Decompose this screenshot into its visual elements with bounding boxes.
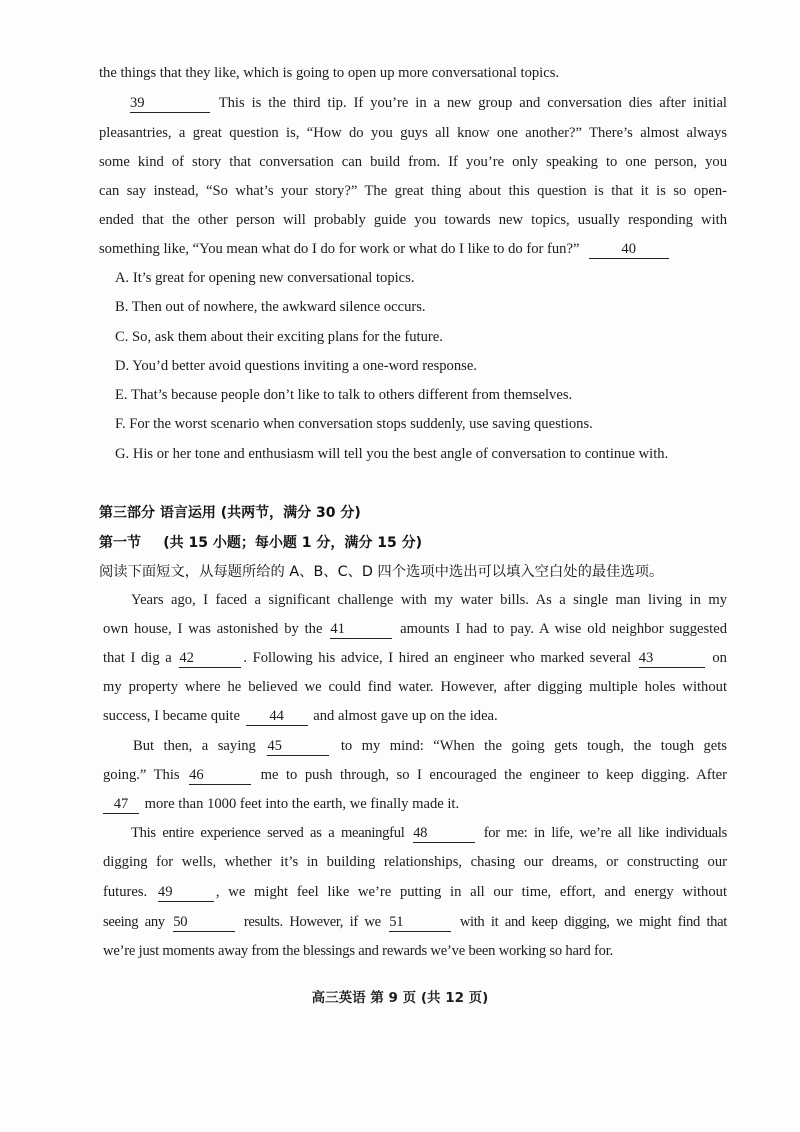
passage-line5: success, I became quite 44 and almost gave up on the idea. (103, 708, 498, 724)
para1-line4: some kind of story that conversation can build from. If you’re only speaking to one person, you (99, 154, 727, 170)
answer-blank-42[interactable]: 42 (179, 650, 241, 668)
answer-blank-51[interactable]: 51 (389, 914, 451, 932)
subsection-label: 第一节 (99, 535, 141, 551)
passage-line12: seeing any 50 results. However, if we 51 with it and keep digging, we might find that (103, 914, 727, 930)
subsection-detail: (共 15 小题；每小题 1 分，满分 15 分) (163, 535, 423, 551)
page-footer: 高三英语 第 9 页 (共 12 页) (311, 990, 489, 1006)
para1-line2: 39 This is the third tip. If you’re in a new group and conversation dies after initial (130, 95, 727, 111)
passage-line2: own house, I was astonished by the 41 amounts I had to pay. A wise old neighbor suggested (103, 621, 727, 637)
section-title: 第三部分 语言运用 (共两节，满分 30 分) (99, 505, 361, 521)
answer-blank-39[interactable]: 39 (130, 95, 210, 113)
option-f: F. For the worst scenario when conversation stops suddenly, use saving questions. (115, 416, 593, 432)
option-c: C. So, ask them about their exciting plans for the future. (115, 329, 443, 345)
answer-blank-40[interactable]: 40 (589, 241, 669, 259)
passage-line10: digging for wells, whether it’s in building relationships, chasing our dreams, or constructing our (103, 854, 727, 870)
answer-blank-50[interactable]: 50 (173, 914, 235, 932)
answer-blank-43[interactable]: 43 (639, 650, 705, 668)
section-instruction: 阅读下面短文，从每题所给的 A、B、C、D 四个选项中选出可以填入空白处的最佳选项。 (99, 564, 664, 580)
subsection-heading (99, 533, 422, 553)
answer-blank-48[interactable]: 48 (413, 825, 475, 843)
answer-blank-45[interactable]: 45 (267, 738, 329, 756)
para1-line1: the things that they like, which is going to open up more conversational topics. (99, 65, 560, 81)
passage-line8: 47 more than 1000 feet into the earth, we finally made it. (103, 794, 731, 814)
option-b: B. Then out of nowhere, the awkward silence occurs. (115, 299, 426, 315)
option-a: A. It’s great for opening new conversational topics. (115, 270, 415, 286)
passage-line4: my property where he believed we could find water. However, after digging multiple holes without (103, 679, 727, 695)
passage-line13: we’re just moments away from the blessings and rewards we’ve been working so hard for. (103, 943, 614, 959)
answer-blank-46[interactable]: 46 (189, 767, 251, 785)
passage-line6: But then, a saying 45 to my mind: “When the going gets tough, the tough gets (133, 738, 727, 754)
answer-blank-47[interactable]: 47 (103, 796, 139, 814)
option-e: E. That’s because people don’t like to talk to others different from themselves. (115, 387, 573, 403)
option-d: D. You’d better avoid questions inviting a one-word response. (115, 358, 477, 374)
para1-line3: pleasantries, a great question is, “How do you guys all know one another?” There’s almost always (99, 125, 727, 141)
passage-line3: that I dig a 42 . Following his advice, I hired an engineer who marked several 43 on (103, 650, 727, 666)
passage-line9: This entire experience served as a meaningful 48 for me: in life, we’re all like individuals (131, 825, 727, 841)
para1-line5: can say instead, “So what’s your story?” The great thing about this question is that it is so open- (99, 183, 727, 199)
option-g: G. His or her tone and enthusiasm will tell you the best angle of conversation to continue with. (115, 446, 669, 462)
passage-line7: going.” This 46 me to push through, so I encouraged the engineer to keep digging. After (103, 767, 727, 783)
passage-line11: futures. 49 , we might feel like we’re putting in all our time, effort, and energy without (103, 884, 727, 900)
answer-blank-44[interactable]: 44 (246, 708, 308, 726)
para1-line7: something like, “You mean what do I do for work or what do I like to do for fun?” 40 (99, 239, 727, 259)
answer-blank-49[interactable]: 49 (158, 884, 214, 902)
passage-line1: Years ago, I faced a significant challenge with my water bills. As a single man living in my (131, 592, 727, 608)
answer-blank-41[interactable]: 41 (330, 621, 392, 639)
para1-line6: ended that the other person will probably guide you towards new topics, usually responding with (99, 212, 727, 228)
